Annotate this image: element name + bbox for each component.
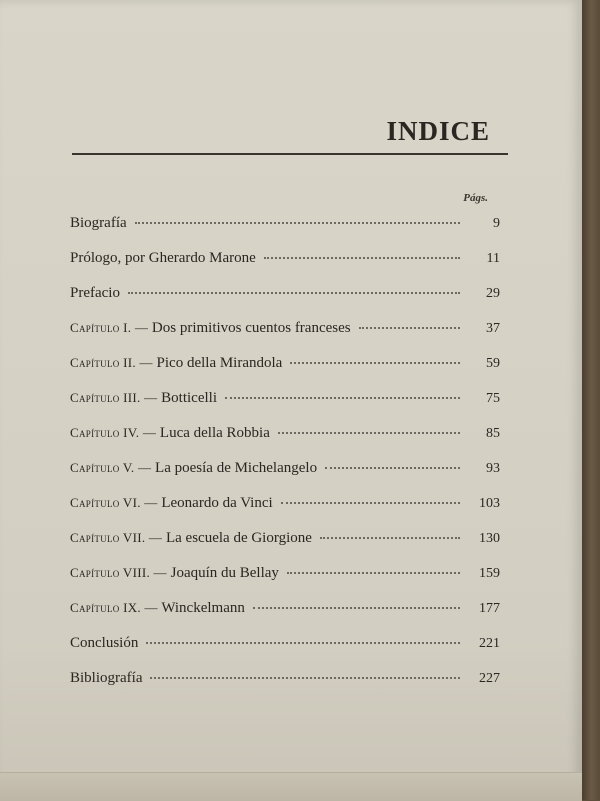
- dot-leader: [287, 572, 460, 574]
- toc-entry: [70, 320, 500, 355]
- dot-leader: [278, 432, 460, 434]
- dot-leader: [128, 292, 460, 294]
- entry-title: Conclusión: [70, 635, 139, 651]
- entry-title: Winckelmann: [161, 600, 245, 616]
- title-rule: [72, 153, 508, 155]
- entry-title: Joaquín du Bellay: [170, 565, 279, 581]
- entry-title: Dos primitivos cuentos franceses: [151, 320, 351, 336]
- dot-leader: [253, 607, 460, 609]
- page-number: 130: [479, 531, 500, 546]
- dot-leader: [150, 677, 460, 679]
- toc-entry: [70, 600, 500, 635]
- dot-leader: [135, 222, 460, 224]
- page-bottom-edge: [0, 772, 582, 801]
- toc-entry: [70, 635, 500, 670]
- page-number: 59: [486, 356, 500, 371]
- dot-leader: [264, 257, 460, 259]
- book-spine-edge: [582, 0, 600, 800]
- entry-title: Pico della Mirandola: [156, 355, 283, 371]
- entry-title: Luca della Robbia: [159, 425, 270, 441]
- page-number: 221: [479, 636, 500, 651]
- entry-title: La escuela de Giorgione: [165, 530, 312, 546]
- chapter-label: Capítulo V. —: [70, 460, 152, 475]
- toc-entry: [70, 565, 500, 600]
- toc-entry: [70, 390, 500, 425]
- chapter-label: Capítulo VI. —: [70, 495, 158, 510]
- page-number: 11: [486, 251, 500, 266]
- entry-title: Prefacio: [70, 285, 120, 301]
- page-number: 93: [486, 461, 500, 476]
- dot-leader: [146, 642, 460, 644]
- toc-entry: [70, 250, 500, 285]
- page-title: INDICE: [386, 116, 490, 146]
- page-number: 103: [479, 496, 500, 511]
- toc-entry: [70, 355, 500, 390]
- chapter-label: Capítulo I. —: [70, 320, 149, 335]
- entry-title: La poesía de Michelangelo: [155, 460, 318, 476]
- entry-title: Bibliografía: [70, 670, 143, 686]
- toc-entry: [70, 215, 500, 250]
- page-number: 227: [479, 671, 500, 686]
- entry-title: Biografía: [70, 215, 127, 231]
- dot-leader: [281, 502, 460, 504]
- dot-leader: [359, 327, 460, 329]
- chapter-label: Capítulo IV. —: [70, 425, 157, 440]
- pages-column-label: Págs.: [463, 192, 488, 204]
- toc-entry: [70, 460, 500, 495]
- chapter-label: Capítulo III. —: [70, 390, 158, 405]
- chapter-label: Capítulo VII. —: [70, 530, 163, 545]
- chapter-label: Capítulo VIII. —: [70, 565, 167, 580]
- dot-leader: [225, 397, 460, 399]
- dot-leader: [325, 467, 460, 469]
- toc-entry: [70, 495, 500, 530]
- toc-entry: [70, 285, 500, 320]
- toc-entry: [70, 530, 500, 565]
- entry-title: Botticelli: [161, 390, 217, 406]
- page-number: 9: [493, 216, 500, 231]
- table-of-contents: [70, 215, 500, 705]
- page-number: 159: [479, 566, 500, 581]
- dot-leader: [320, 537, 460, 539]
- chapter-label: Capítulo IX. —: [70, 600, 158, 615]
- page-number: 75: [486, 391, 500, 406]
- dot-leader: [290, 362, 460, 364]
- page-number: 29: [486, 286, 500, 301]
- page-number: 37: [486, 321, 500, 336]
- toc-entry: [70, 670, 500, 705]
- entry-title: Leonardo da Vinci: [161, 495, 273, 511]
- page-number: 85: [486, 426, 500, 441]
- page-number: 177: [479, 601, 500, 616]
- toc-entry: [70, 425, 500, 460]
- entry-title: Prólogo, por Gherardo Marone: [70, 250, 256, 266]
- chapter-label: Capítulo II. —: [70, 355, 153, 370]
